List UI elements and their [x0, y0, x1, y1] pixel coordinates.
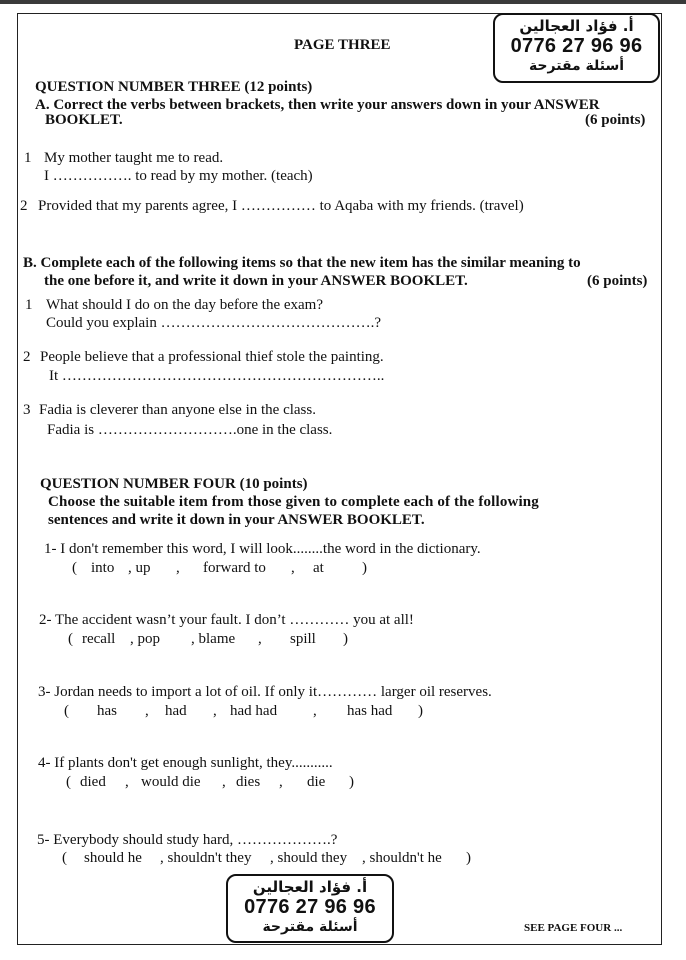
option-sep: , [125, 774, 129, 790]
q3b-item-2-line1: People believe that a professional thief stole the painting. [40, 349, 384, 365]
stamp-phone: 0776 27 96 96 [510, 35, 643, 57]
q3b-instruction-line1: B. Complete each of the following items so that the new item has the similar meaning to [23, 255, 581, 271]
q3b-item-1-num: 1 [25, 297, 33, 313]
q4-item-2-options [0, 630, 686, 648]
see-next-page: SEE PAGE FOUR ... [524, 922, 623, 934]
q3b-item-3-num: 3 [23, 402, 31, 418]
q3b-instruction-line2: the one before it, and write it down in your ANSWER BOOKLET. [44, 273, 468, 289]
option-paren-close: ) [362, 560, 367, 576]
q3a-item-1-num: 1 [24, 150, 32, 166]
q3a-item-1-line2: I ……………. to read by my mother. (teach) [44, 168, 313, 184]
q3a-item-2-num: 2 [20, 198, 28, 214]
option-paren-open: ( [68, 631, 73, 647]
option-should-he: should he [84, 850, 142, 866]
option-would-die: would die [141, 774, 201, 790]
option-sep: , [176, 560, 180, 576]
option-recall: recall [82, 631, 116, 647]
stamp-teacher-name: أ. فؤاد العجالين [519, 17, 634, 35]
option-sep: , [291, 560, 295, 576]
option-paren-open: ( [62, 850, 67, 866]
q3-title: QUESTION NUMBER THREE (12 points) [35, 79, 313, 95]
q3a-points: (6 points) [585, 112, 646, 128]
q4-instruction-line2: sentences and write it down in your ANSWER BOOKLET. [48, 512, 425, 528]
stamp-subtitle: أسئلة مقترحة [262, 919, 358, 935]
option-shouldnt-he: , shouldn't he [362, 850, 442, 866]
q3b-item-2-line2: It ……………………………………………………….. [49, 368, 385, 384]
option-dies: dies [236, 774, 261, 790]
option-paren-open: ( [72, 560, 77, 576]
q3a-item-2-line1: Provided that my parents agree, I …………… to Aqaba with my friends. (travel) [38, 198, 524, 214]
option-sep: , [313, 703, 317, 719]
option-sep: , [145, 703, 149, 719]
option-at: at [313, 560, 324, 576]
option-should-they: , should they [270, 850, 348, 866]
option-sep: , [279, 774, 283, 790]
option-die: die [307, 774, 326, 790]
q3b-item-3-line2: Fadia is ……………………….one in the class. [47, 422, 333, 438]
option-paren-open: ( [66, 774, 71, 790]
q4-item-3-sentence: 3- Jordan needs to import a lot of oil. If only it………… larger oil reserves. [38, 684, 492, 700]
teacher-stamp-bottom [226, 874, 394, 943]
stamp-phone: 0776 27 96 96 [244, 896, 376, 918]
q4-item-1-options [0, 559, 686, 577]
option-paren-close: ) [418, 703, 423, 719]
stamp-subtitle: أسئلة مقترحة [528, 58, 625, 74]
option-blame: , blame [191, 631, 236, 647]
q4-item-5-options [0, 849, 686, 867]
top-bar [0, 0, 686, 4]
option-had-had: had had [230, 703, 278, 719]
q4-item-1-sentence: 1- I don't remember this word, I will look........the word in the dictionary. [44, 541, 481, 557]
q3a-item-1-line1: My mother taught me to read. [44, 150, 224, 166]
stamp-teacher-name: أ. فؤاد العجالين [252, 878, 368, 896]
option-paren-close: ) [343, 631, 348, 647]
q4-item-4-sentence: 4- If plants don't get enough sunlight, they........... [38, 755, 333, 771]
option-up: , up [128, 560, 151, 576]
q3a-instruction-line2: BOOKLET. [45, 112, 123, 128]
option-sep: , [213, 703, 217, 719]
q3b-item-1-line2: Could you explain …………………………………….? [46, 315, 381, 331]
option-pop: , pop [130, 631, 160, 647]
option-spill: spill [290, 631, 316, 647]
option-paren-open: ( [64, 703, 69, 719]
option-paren-close: ) [466, 850, 471, 866]
q3b-item-2-num: 2 [23, 349, 31, 365]
q4-item-2-sentence: 2- The accident wasn’t your fault. I don’t ………… you at all! [39, 612, 414, 628]
q3b-points: (6 points) [587, 273, 648, 289]
option-died: died [80, 774, 106, 790]
option-sep: , [258, 631, 262, 647]
option-has-had: has had [347, 703, 393, 719]
option-has: has [97, 703, 117, 719]
option-forward-to: forward to [203, 560, 266, 576]
teacher-stamp-top [493, 13, 660, 83]
option-into: into [91, 560, 115, 576]
q3a-instruction-line1: A. Correct the verbs between brackets, then write your answers down in your ANSWER [35, 97, 600, 113]
q3b-item-3-line1: Fadia is cleverer than anyone else in the class. [39, 402, 316, 418]
option-shouldnt-they: , shouldn't they [160, 850, 252, 866]
q3b-item-1-line1: What should I do on the day before the exam? [46, 297, 323, 313]
option-had: had [165, 703, 187, 719]
option-paren-close: ) [349, 774, 354, 790]
option-sep: , [222, 774, 226, 790]
page-title: PAGE THREE [294, 37, 391, 53]
q4-item-5-sentence: 5- Everybody should study hard, ……………….? [37, 832, 338, 848]
q4-instruction-line1: Choose the suitable item from those given to complete each of the following [48, 494, 539, 510]
q4-item-3-options [0, 702, 686, 720]
q4-title: QUESTION NUMBER FOUR (10 points) [40, 476, 308, 492]
q4-item-4-options [0, 773, 686, 791]
